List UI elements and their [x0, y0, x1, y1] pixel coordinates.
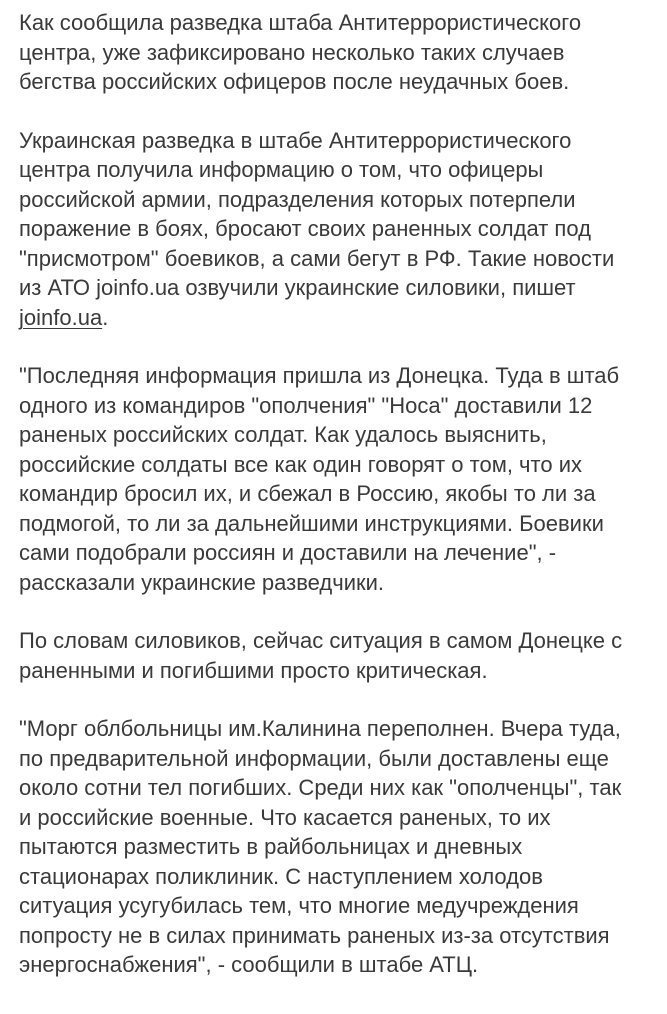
- paragraph-3: "Последняя информация пришла из Донецка. Туда в штаб одного из командиров "ополчения" "Носа" доставили 12 раненых российских солдат. Как удалось выяснить, российские солдаты все как один говорят о том, что их командир бросил их, и сбежал в Россию, якобы то ли за подмогой, то ли за дальнейшими инструкциями. Боевики сами подобрали россиян и доставили на лечение", - рассказали украинские разведчики.: [19, 363, 620, 595]
- paragraph-2-text: Украинская разведка в штабе Антитеррористического центра получила информацию о том, что офицеры российской армии, подразделения которых потерпели поражение в боях, бросают своих раненных солдат под "присмотром" боевиков, а сами бегут в РФ. Такие новости из АТО joinfo.ua озвучили украинские силовики, пишет: [19, 127, 615, 300]
- paragraph-5: "Морг облбольницы им.Калинина переполнен. Вчера туда, по предварительной информации, были доставлены еще около сотни тел погибших. Среди них как "ополченцы", так и российские военные. Что касается раненых, то их пытаются разместить в райбольницах и дневных стационарах поликлиник. С наступлением холодов ситуация усугубилась тем, что многие медучреждения попросту не в силах принимать раненых из-за отсутствия энергоснабжения", - сообщили в штабе АТЦ.: [19, 716, 622, 977]
- paragraph-2: [19, 126, 639, 333]
- paragraph-4: По словам силовиков, сейчас ситуация в самом Донецке с раненными и погибшими просто критическая.: [19, 628, 623, 683]
- article-body: [19, 8, 639, 980]
- paragraph-2-end: .: [102, 304, 109, 330]
- source-link[interactable]: joinfo.ua: [19, 304, 103, 330]
- paragraph-1: Как сообщила разведка штаба Антитеррористического центра, уже зафиксировано несколько таких случаев бегства российских офицеров после неудачных боев.: [19, 10, 582, 94]
